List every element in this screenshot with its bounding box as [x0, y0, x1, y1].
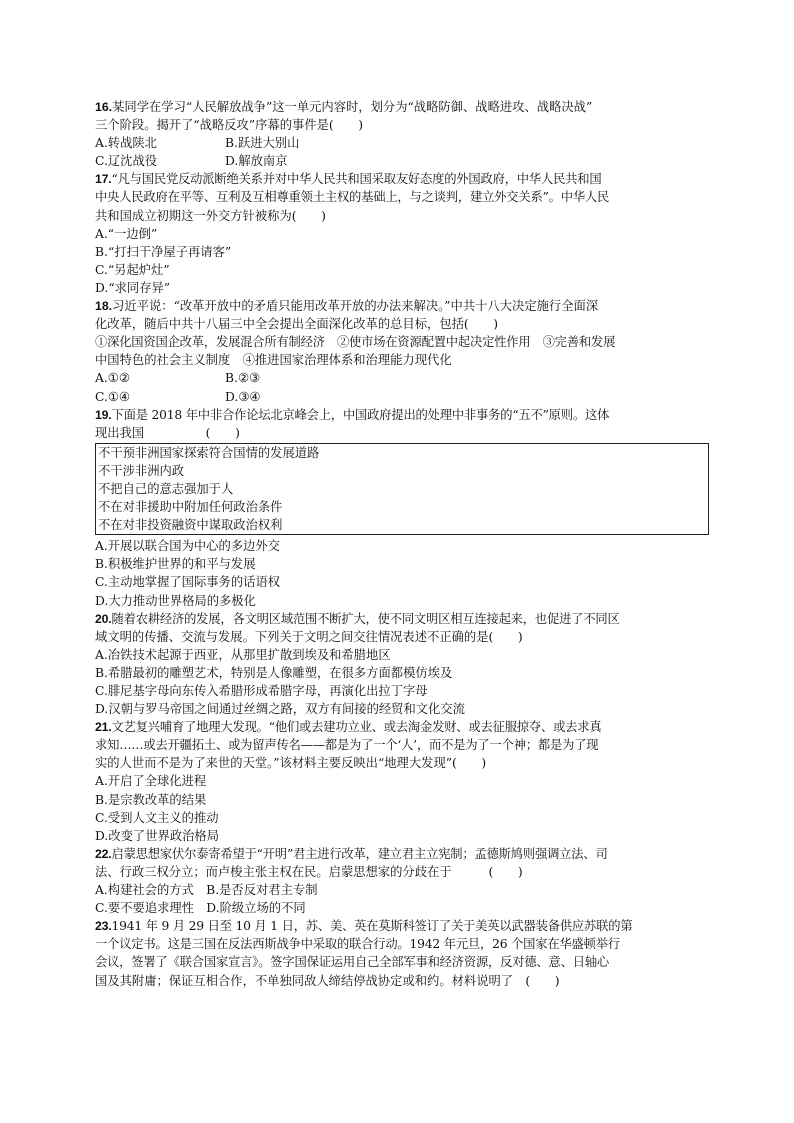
question-22-options-cd: C.要不要追求理性 D.阶级立场的不同 — [95, 901, 306, 916]
question-page — [95, 98, 707, 990]
question-17-stem-1: “凡与国民党反动派断绝关系并对中华人民共和国采取友好态度的外国政府，中华人民共和国 — [111, 172, 602, 187]
question-19-option-a: A.开展以联合国为中心的多边外交 — [95, 539, 280, 554]
five-nos-box — [95, 443, 709, 535]
question-19-number: 19. — [95, 407, 112, 422]
question-18-line-1 — [95, 297, 707, 315]
question-17-option-c: C.“另起炉灶” — [95, 262, 170, 277]
question-23-number: 23. — [95, 919, 112, 934]
question-18-line-4: 中国特色的社会主义制度 ④推进国家治理体系和治理能力现代化 — [95, 353, 452, 368]
question-23-line-2: 一个议定书。这是三国在反法西斯战争中采取的联合行动。1942 年元旦，26 个国家在华盛顿举行 — [95, 937, 620, 952]
question-17-line-3: 共和国成立初期这一外交方针被称为( ) — [95, 208, 326, 223]
question-22-options-ab: A.构建社会的方式 B.是否反对君主专制 — [95, 883, 318, 898]
question-17-option-d: D.“求同存异” — [95, 280, 171, 295]
question-21-stem-1: 文艺复兴哺育了地理大发现。“他们或去建功立业、或去淘金发财、或去征服掠夺、或去求真 — [111, 720, 602, 735]
question-18-option-d: D.③④ — [225, 389, 261, 404]
question-20-line-2: 域文明的传播、交流与发展。下列关于文明之间交往情况表述不正确的是( ) — [95, 629, 523, 644]
question-21-option-b: B.是宗教改革的结果 — [95, 792, 207, 807]
question-23-line-4: 国及其附庸；保证互相合作，不单独同敌人缔结停战协定或和约。材料说明了 ( ) — [95, 973, 560, 988]
question-16-line-2: 三个阶段。揭开了“战略反攻”序幕的事件是( ) — [95, 118, 364, 133]
question-19-option-d: D.大力推动世界格局的多极化 — [95, 593, 256, 608]
question-17-number: 17. — [95, 172, 112, 187]
question-19-option-c: C.主动地掌握了国际事务的话语权 — [95, 575, 281, 590]
question-20-line-1 — [95, 610, 707, 628]
question-23-line-3: 会议，签署了《联合国家宣言》。签字国保证运用自己全部军事和经济资源，反对德、意、日轴心 — [95, 955, 610, 970]
question-16-number: 16. — [95, 100, 113, 114]
question-21-line-3: 实的人世而不是为了来世的天堂。”该材料主要反映出“地理大发现”( ) — [95, 756, 487, 771]
question-19-line-1 — [95, 406, 707, 424]
question-18-option-b: B.②③ — [225, 371, 260, 386]
question-16-options-cd — [95, 152, 707, 170]
question-18-stem-1: 习近平说：“改革开放中的矛盾只能用改革开放的办法来解决。”中共十八大决定施行全面深 — [112, 299, 599, 314]
five-nos-item-1: 不干预非洲国家探索符合国情的发展道路 — [98, 445, 320, 460]
question-20-stem-1: 随着农耕经济的发展，各文明区域范围不断扩大，使不同文明区相互连接起来，也促进了不同区 — [111, 611, 620, 626]
question-19-option-b: B.积极维护世界的和平与发展 — [95, 557, 256, 572]
question-20-option-d: D.汉朝与罗马帝国之间通过丝绸之路，双方有间接的经贸和文化交流 — [95, 702, 465, 717]
question-20-option-c: C.腓尼基字母向东传入希腊形成希腊字母，再演化出拉丁字母 — [95, 684, 428, 698]
question-18-option-c: C.①④ — [95, 389, 130, 404]
question-23-line-1 — [95, 917, 707, 935]
question-16-option-c: C.辽沈战役 — [95, 154, 158, 169]
question-17-option-a: A.“一边倒” — [95, 226, 158, 241]
question-16-option-d: D.解放南京 — [225, 154, 288, 169]
question-22-line-1 — [95, 845, 707, 863]
question-20-option-b: B.希腊最初的雕塑艺术，特别是人像雕塑，在很多方面都模仿埃及 — [95, 665, 453, 680]
question-18-line-2: 化改革，随后中共十八届三中全会提出全面深化改革的总目标，包括( ) — [95, 317, 499, 332]
question-17-line-2: 中央人民政府在平等、互利及互相尊重领土主权的基础上，与之谈判，建立外交关系”。中华人民 — [95, 190, 610, 205]
question-20-option-a: A.冶铁技术起源于西亚，从那里扩散到埃及和希腊地区 — [95, 647, 391, 662]
question-18-line-3: ①深化国资国企改革，发展混合所有制经济 ②使市场在资源配置中起决定性作用 ③完善和发展 — [95, 335, 616, 350]
question-23-stem-1: 1941 年 9 月 29 日至 10 月 1 日，苏、美、英在莫斯科签订了关于美英以武器装备供应苏联的第 — [111, 919, 633, 934]
question-18-options-cd — [95, 388, 707, 406]
question-22-stem-1: 启蒙思想家伏尔泰寄希望于“开明”君主进行改革，建立君主立宪制；孟德斯鸠则强调立法、司 — [111, 846, 608, 861]
question-16-line-1 — [95, 98, 707, 116]
question-21-option-a: A.开启了全球化进程 — [95, 774, 207, 789]
question-21-number: 21. — [95, 720, 112, 735]
question-16-options-ab — [95, 134, 707, 152]
five-nos-item-5: 不在对非投资融资中谋取政治权利 — [98, 518, 283, 533]
question-17-option-b: B.“打扫干净屋子再请客” — [95, 244, 232, 259]
question-20-number: 20. — [95, 611, 112, 626]
question-19-stem-1: 下面是 2018 年中非合作论坛北京峰会上，中国政府提出的处理中非事务的“五不”原则。这体 — [111, 407, 610, 422]
five-nos-item-2: 不干涉非洲内政 — [98, 463, 185, 478]
question-22-number: 22. — [95, 846, 112, 861]
question-16-stem-1: 某同学在学习“人民解放战争”这一单元内容时，划分为“战略防御、战略进攻、战略决战” — [112, 100, 593, 114]
five-nos-item-4: 不在对非援助中附加任何政治条件 — [98, 500, 283, 515]
question-21-option-d: D.改变了世界政治格局 — [95, 828, 220, 843]
question-16-option-b: B.跃进大别山 — [225, 136, 300, 151]
question-21-line-2: 求知……或去开疆拓土、或为留声传名——都是为了一个‘人’，而不是为了一个神；都是为了现 — [95, 738, 599, 753]
question-21-line-1 — [95, 718, 707, 736]
five-nos-item-3: 不把自己的意志强加于人 — [98, 481, 234, 496]
question-18-option-a: A.①② — [95, 371, 130, 386]
question-18-options-ab — [95, 369, 707, 387]
question-18-number: 18. — [95, 299, 113, 314]
question-19-line-2: 现出我国 ( ) — [95, 425, 240, 440]
question-16-option-a: A.转战陕北 — [95, 136, 157, 151]
question-17-line-1 — [95, 170, 707, 188]
question-21-option-c: C.受到人文主义的推动 — [95, 810, 219, 825]
question-22-line-2: 法、行政三权分立；而卢梭主张主权在民。启蒙思想家的分歧在于 ( ) — [95, 864, 523, 879]
